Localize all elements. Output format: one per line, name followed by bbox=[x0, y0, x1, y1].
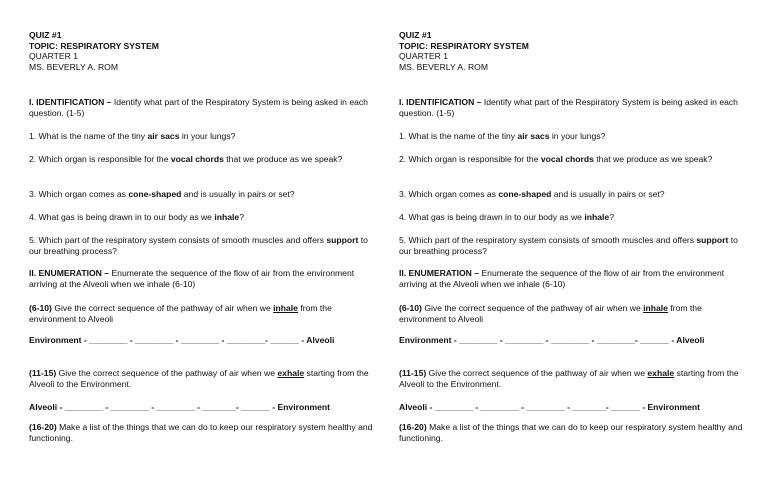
question-4 bbox=[29, 212, 374, 223]
question-text: to our breathing process? bbox=[399, 235, 738, 256]
quiz-teacher: MS. BEVERLY A. ROM bbox=[29, 61, 118, 72]
quiz-copy-left bbox=[29, 30, 374, 443]
question-3 bbox=[399, 189, 744, 200]
section-identification-instructions: Identify what part of the Respiratory System is being asked in each question. (1-5) bbox=[399, 97, 738, 118]
question-text: and is usually in pairs or set? bbox=[551, 189, 665, 199]
question-text: 1. What is the name of the tiny bbox=[29, 131, 148, 141]
question-5 bbox=[29, 235, 374, 256]
quiz-title: QUIZ #1 bbox=[399, 30, 432, 40]
quiz-topic: TOPIC: RESPIRATORY SYSTEM bbox=[29, 40, 159, 51]
section-enumeration-instructions: Enumerate the sequence of the flow of air from the environment arriving at the Alveoli when we inhale (6-10) bbox=[29, 268, 355, 289]
question-text: 5. Which part of the respiratory system consists of smooth muscles and offers bbox=[29, 235, 327, 245]
item-number: (11-15) bbox=[399, 368, 427, 378]
item-number: (16-20) bbox=[399, 422, 427, 432]
item-6-10 bbox=[29, 303, 374, 324]
section-enumeration-instructions: Enumerate the sequence of the flow of air from the environment arriving at the Alveoli when we inhale (6-10) bbox=[399, 268, 725, 289]
answer-line-inhale: Environment - ________ - ________ - ________ - ________- ______ - Alveoli bbox=[399, 335, 705, 345]
question-keyword: cone-shaped bbox=[128, 189, 182, 199]
question-text: 2. Which organ is responsible for the bbox=[399, 154, 541, 164]
question-text: that we produce as we speak? bbox=[593, 154, 713, 164]
question-text: in your lungs? bbox=[549, 131, 606, 141]
question-keyword: support bbox=[326, 235, 359, 245]
question-keyword: support bbox=[696, 235, 729, 245]
section-enumeration-heading: II. ENUMERATION – bbox=[399, 268, 480, 278]
question-keyword: inhale bbox=[584, 212, 610, 222]
section-enumeration bbox=[29, 268, 374, 289]
item-11-15 bbox=[29, 368, 374, 389]
question-3 bbox=[29, 189, 374, 200]
item-text: from the environment to Alveoli bbox=[399, 303, 702, 324]
item-16-20 bbox=[399, 422, 744, 443]
question-2 bbox=[399, 154, 744, 165]
section-enumeration-heading: II. ENUMERATION – bbox=[29, 268, 110, 278]
quiz-copy-right bbox=[399, 30, 744, 443]
item-keyword: exhale bbox=[277, 368, 305, 378]
question-text: ? bbox=[609, 212, 614, 222]
question-text: 4. What gas is being drawn in to our body as we bbox=[399, 212, 585, 222]
answer-line-exhale: Alveoli - ________ - ________ - ________ - _______- ______ - Environment bbox=[399, 402, 700, 412]
question-keyword: vocal chords bbox=[540, 154, 594, 164]
question-keyword: air sacs bbox=[517, 131, 550, 141]
question-text: 3. Which organ comes as bbox=[399, 189, 499, 199]
question-text: and is usually in pairs or set? bbox=[181, 189, 295, 199]
item-11-15 bbox=[399, 368, 744, 389]
question-text: to our breathing process? bbox=[29, 235, 368, 256]
question-text: 4. What gas is being drawn in to our body as we bbox=[29, 212, 215, 222]
item-number: (11-15) bbox=[29, 368, 57, 378]
quiz-header bbox=[399, 30, 744, 72]
item-text: starting from the Alveoli to the Environment. bbox=[399, 368, 739, 389]
question-keyword: air sacs bbox=[147, 131, 180, 141]
section-identification bbox=[399, 97, 744, 118]
item-text: Give the correct sequence of the pathway of air when we bbox=[426, 368, 648, 378]
item-16-20 bbox=[29, 422, 374, 443]
section-identification bbox=[29, 97, 374, 118]
section-identification-instructions: Identify what part of the Respiratory System is being asked in each question. (1-5) bbox=[29, 97, 368, 118]
quiz-quarter: QUARTER 1 bbox=[399, 51, 449, 62]
question-4 bbox=[399, 212, 744, 223]
quiz-quarter: QUARTER 1 bbox=[29, 51, 79, 62]
item-text: Give the correct sequence of the pathway of air when we bbox=[421, 303, 644, 313]
item-text: starting from the Alveoli to the Environment. bbox=[29, 368, 369, 389]
item-6-10 bbox=[399, 303, 744, 324]
item-keyword: inhale bbox=[273, 303, 298, 313]
item-text: Make a list of the things that we can do to keep our respiratory system healthy and functioning. bbox=[29, 422, 373, 443]
question-text: ? bbox=[239, 212, 244, 222]
quiz-teacher: MS. BEVERLY A. ROM bbox=[399, 61, 488, 72]
item-number: (6-10) bbox=[29, 303, 52, 313]
question-1 bbox=[399, 131, 744, 142]
question-text: that we produce as we speak? bbox=[223, 154, 343, 164]
answer-line-inhale: Environment - ________ - ________ - ________ - ________- ______ - Alveoli bbox=[29, 335, 335, 345]
question-keyword: inhale bbox=[214, 212, 240, 222]
item-number: (6-10) bbox=[399, 303, 422, 313]
question-text: 1. What is the name of the tiny bbox=[399, 131, 518, 141]
question-text: 2. Which organ is responsible for the bbox=[29, 154, 171, 164]
section-identification-heading: I. IDENTIFICATION – bbox=[29, 97, 112, 107]
quiz-header bbox=[29, 30, 374, 72]
item-text: from the environment to Alveoli bbox=[29, 303, 332, 324]
item-text: Give the correct sequence of the pathway of air when we bbox=[56, 368, 278, 378]
item-keyword: inhale bbox=[643, 303, 668, 313]
question-text: in your lungs? bbox=[179, 131, 236, 141]
quiz-topic: TOPIC: RESPIRATORY SYSTEM bbox=[399, 40, 529, 51]
question-text: 3. Which organ comes as bbox=[29, 189, 129, 199]
item-text: Make a list of the things that we can do to keep our respiratory system healthy and functioning. bbox=[399, 422, 743, 443]
item-keyword: exhale bbox=[647, 368, 675, 378]
question-keyword: cone-shaped bbox=[498, 189, 552, 199]
question-1 bbox=[29, 131, 374, 142]
section-enumeration bbox=[399, 268, 744, 289]
item-number: (16-20) bbox=[29, 422, 57, 432]
section-identification-heading: I. IDENTIFICATION – bbox=[399, 97, 482, 107]
quiz-title: QUIZ #1 bbox=[29, 30, 62, 40]
answer-line-exhale: Alveoli - ________ - ________ - ________ - _______- ______ - Environment bbox=[29, 402, 330, 412]
item-text: Give the correct sequence of the pathway of air when we bbox=[51, 303, 274, 313]
question-text: 5. Which part of the respiratory system consists of smooth muscles and offers bbox=[399, 235, 697, 245]
question-2 bbox=[29, 154, 374, 165]
question-keyword: vocal chords bbox=[170, 154, 224, 164]
question-5 bbox=[399, 235, 744, 256]
